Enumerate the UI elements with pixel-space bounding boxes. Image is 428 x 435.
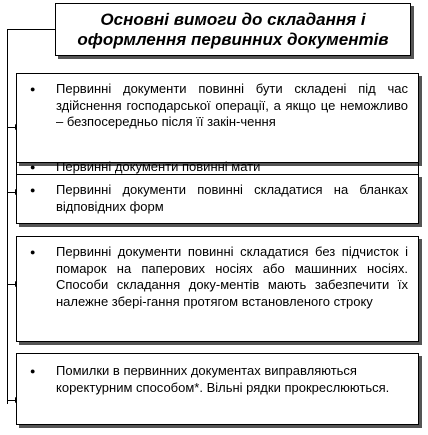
- requirement-item: [27, 81, 408, 131]
- bullet-icon: ●: [30, 84, 36, 94]
- diagram-title: Основні вимоги до складання і оформлення первинних документів: [77, 9, 389, 49]
- requirement-text: Первинні документи повинні складатися на бланках відповідних форм: [56, 182, 408, 214]
- requirement-box-2: [16, 174, 419, 224]
- requirement-item: [27, 244, 408, 310]
- requirement-box-1: [16, 73, 419, 163]
- connector-arrow-3: [7, 284, 16, 285]
- connector-trunk-line: [7, 29, 8, 404]
- requirement-item: [27, 363, 408, 396]
- requirement-text: Помилки в первинних документах виправляються коректурним способом*. Вільні рядки прокреслюються.: [56, 363, 390, 395]
- requirement-box-4: [16, 353, 419, 425]
- requirement-box-3: [16, 236, 419, 342]
- requirement-text: Первинні документи повинні складатися без підчисток і помарок на паперових носіях або машинних носіях. Способи складання доку-ментів мають забезпечити їх належне зберi-гання протягом встановленого строку: [56, 244, 408, 309]
- requirement-text: Первинні документи повинні мати: [56, 161, 261, 174]
- requirement-item: [27, 161, 408, 175]
- connector-arrow-1: [7, 127, 16, 128]
- requirement-overlapped-fragment: [16, 161, 419, 175]
- bullet-icon: ●: [30, 185, 36, 195]
- requirement-text: Первинні документи повинні бути складені під час здійснення господарської операції, а якщо це неможливо – безпосередньо після її закін-чення: [56, 81, 408, 129]
- bullet-icon: ●: [30, 247, 36, 257]
- connector-top-line: [7, 29, 55, 30]
- diagram-title-box: [55, 3, 411, 56]
- connector-arrow-2: [7, 192, 16, 193]
- requirement-item: [27, 182, 408, 215]
- connector-arrow-4: [7, 400, 16, 401]
- bullet-icon: ●: [30, 162, 36, 172]
- bullet-icon: ●: [30, 366, 36, 376]
